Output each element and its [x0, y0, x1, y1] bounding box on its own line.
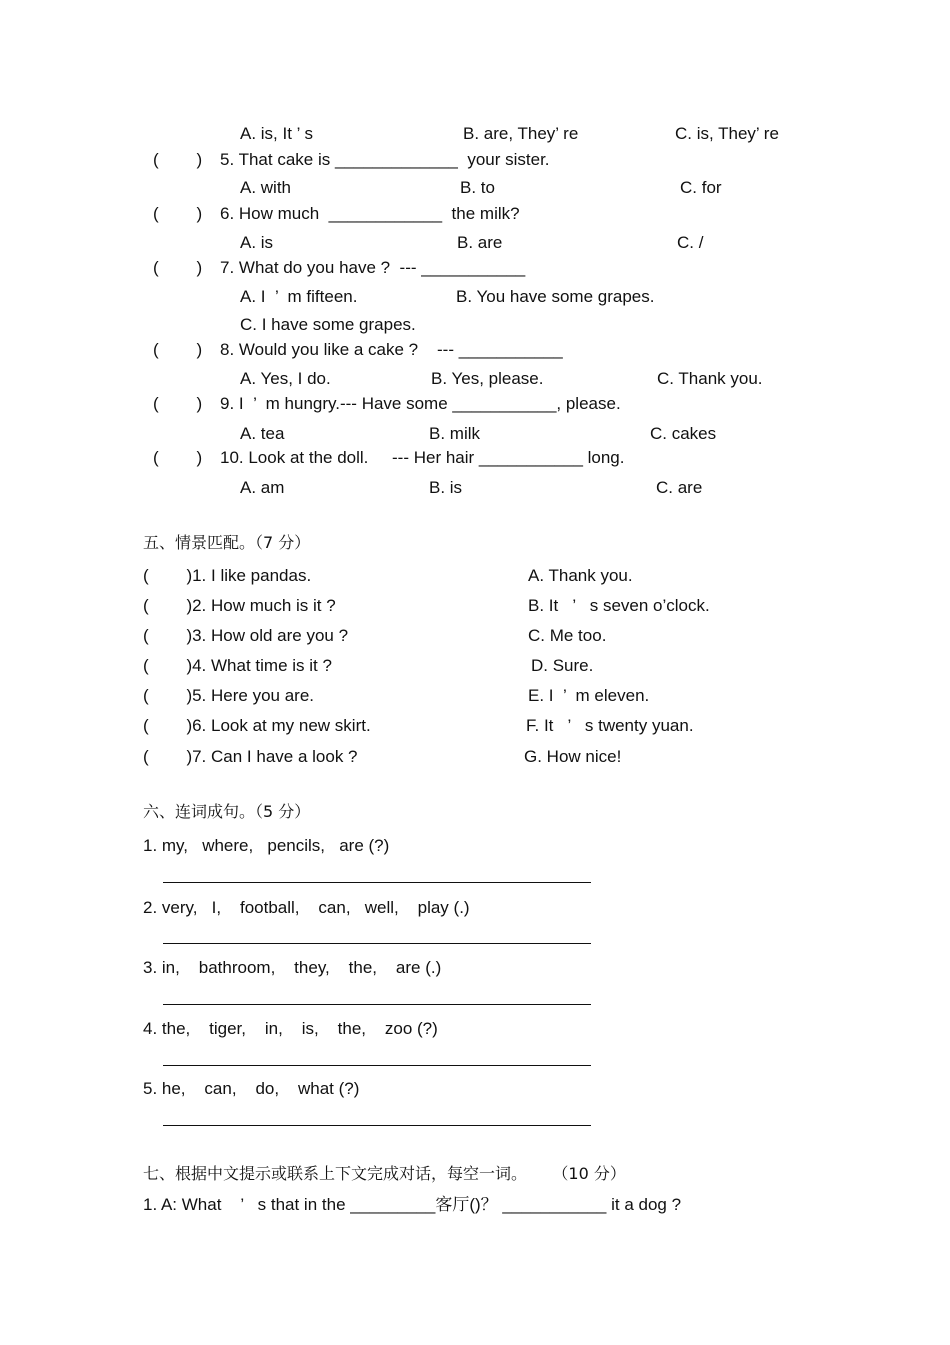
section5-title: 五、情景匹配。（7 分） [143, 533, 311, 552]
q8-paren: ( ) [153, 340, 203, 359]
match-left-5: ( )5. Here you are. [143, 686, 315, 705]
answer-line-1[interactable] [163, 882, 591, 883]
match-left-4: ( )4. What time is it ? [143, 656, 332, 675]
q10-paren: ( ) [153, 448, 203, 467]
q6-stem: 6. How much ____________ the milk? [220, 204, 520, 223]
match-left-3: ( )3. How old are you ? [143, 626, 349, 645]
q5-paren: ( ) [153, 150, 203, 169]
match-right-f: F. It ’ s twenty yuan. [526, 716, 694, 735]
q7-option-a: A. I ’ m fifteen. [240, 287, 358, 306]
answer-line-2[interactable] [163, 943, 591, 944]
section7-title: 七、根据中文提示或联系上下文完成对话，每空一词。 （10 分） [143, 1164, 626, 1183]
q6-option-c: C. / [677, 233, 704, 252]
q6-paren: ( ) [153, 204, 203, 223]
reorder-item-5: 5. he, can, do, what (?) [143, 1079, 360, 1098]
q5-option-a: A. with [240, 178, 292, 197]
q8-option-b: B. Yes, please. [431, 369, 544, 388]
answer-line-3[interactable] [163, 1004, 591, 1005]
q10-option-c: C. are [656, 478, 703, 497]
q9-option-c: C. cakes [650, 424, 717, 443]
answer-line-5[interactable] [163, 1125, 591, 1126]
q5-option-c: C. for [680, 178, 722, 197]
match-left-6: ( )6. Look at my new skirt. [143, 716, 371, 735]
reorder-item-1: 1. my, where, pencils, are (?) [143, 836, 390, 855]
reorder-item-2: 2. very, I, football, can, well, play (.) [143, 898, 470, 917]
q6-option-b: B. are [457, 233, 503, 252]
q9-option-b: B. milk [429, 424, 480, 443]
q7-paren: ( ) [153, 258, 203, 277]
match-right-a: A. Thank you. [528, 566, 633, 585]
q4-option-a: A. is, It ’ s [240, 124, 314, 143]
match-left-1: ( )1. I like pandas. [143, 566, 312, 585]
q8-option-a: A. Yes, I do. [240, 369, 331, 388]
q5-stem: 5. That cake is _____________ your sister. [220, 150, 550, 169]
q10-option-b: B. is [429, 478, 463, 497]
dialogue-q1: 1. A: What ’ s that in the _________客厅()？ ___________ it a dog ? [143, 1195, 682, 1214]
match-left-7: ( )7. Can I have a look ? [143, 747, 358, 766]
reorder-item-3: 3. in, bathroom, they, the, are (.) [143, 958, 442, 977]
match-right-b: B. It ’ s seven o’clock. [528, 596, 710, 615]
q7-stem: 7. What do you have ? --- ___________ [220, 258, 526, 277]
q8-stem: 8. Would you like a cake ? --- ___________ [220, 340, 563, 359]
q9-paren: ( ) [153, 394, 203, 413]
q8-option-c: C. Thank you. [657, 369, 763, 388]
q4-option-b: B. are, They’ re [463, 124, 579, 143]
q9-option-a: A. tea [240, 424, 285, 443]
answer-line-4[interactable] [163, 1065, 591, 1066]
match-right-c: C. Me too. [528, 626, 607, 645]
q10-option-a: A. am [240, 478, 285, 497]
reorder-item-4: 4. the, tiger, in, is, the, zoo (?) [143, 1019, 438, 1038]
match-left-2: ( )2. How much is it ? [143, 596, 336, 615]
match-right-e: E. I ’ m eleven. [528, 686, 650, 705]
match-right-g: G. How nice! [524, 747, 622, 766]
q7-option-c: C. I have some grapes. [240, 315, 416, 334]
q6-option-a: A. is [240, 233, 274, 252]
section6-title: 六、连词成句。（5 分） [143, 802, 311, 821]
q5-option-b: B. to [460, 178, 495, 197]
q10-stem: 10. Look at the doll. --- Her hair ___________ long. [220, 448, 625, 467]
q4-option-c: C. is, They’ re [675, 124, 779, 143]
q7-option-b: B. You have some grapes. [456, 287, 655, 306]
match-right-d: D. Sure. [531, 656, 594, 675]
q9-stem: 9. I ’ m hungry.--- Have some ___________, please. [220, 394, 621, 413]
